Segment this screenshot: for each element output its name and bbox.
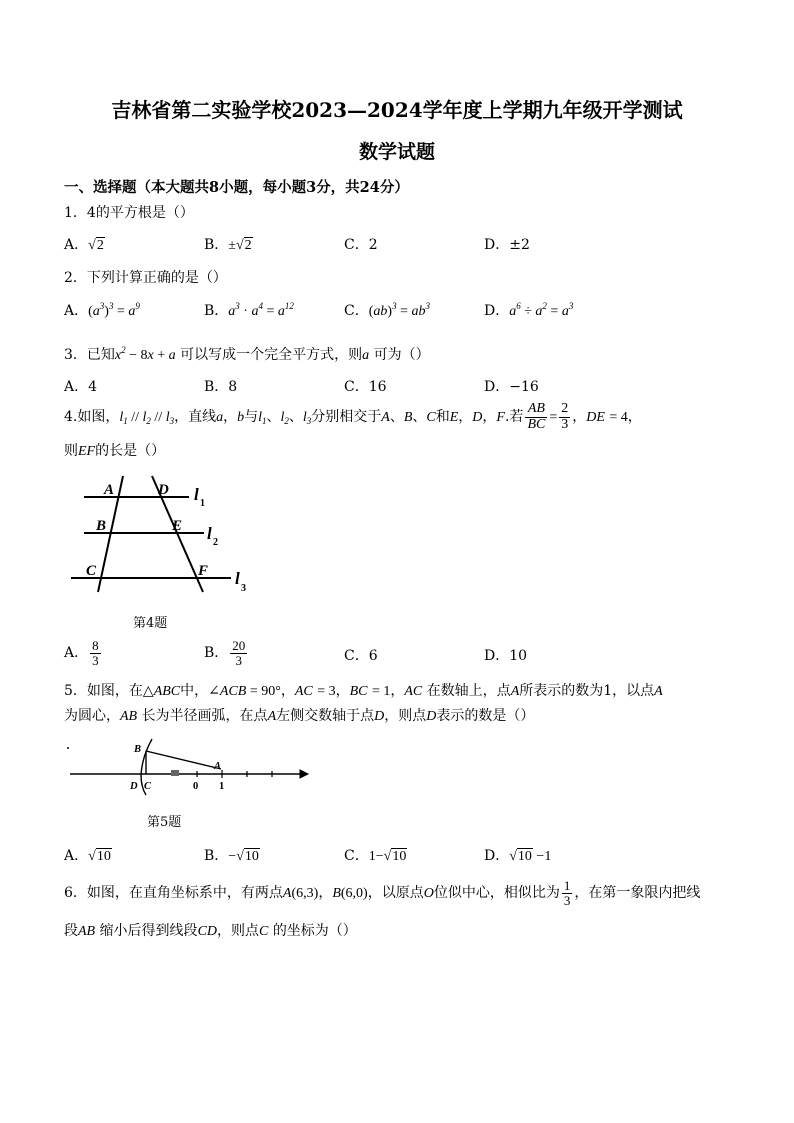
label-l1-sub: 1: [200, 498, 205, 509]
label-D: D: [158, 482, 169, 498]
label-zero: 0: [193, 781, 199, 792]
q1-option-c: C．2: [344, 237, 378, 253]
q5-caption: 第5题: [147, 815, 182, 830]
q1-option-d: D．±2: [484, 237, 530, 253]
q2-option-c: C．$(ab)^3 = ab^3$: [344, 301, 430, 319]
q5-option-b: B．−√10: [204, 848, 259, 864]
label-C: C: [86, 563, 97, 579]
label-F: F: [198, 563, 209, 579]
section-heading: 一、选择题（本大题共8小题，每小题3分，共24分）: [64, 179, 409, 196]
label-l1: l: [194, 485, 199, 504]
segment-AB: [146, 751, 221, 769]
number-line-arrow: [300, 770, 308, 778]
q4-stem: 4.如图，$l_1 // l_2 // l_3$，直线a，b与$l_1$、$l_2$、$l_3$分别相交于A、B、C和E，D，F.若 $\frac{AB}{BC}$ = $\frac{2}{3}$ ，DE = 4，: [64, 400, 642, 432]
q5-figure: [62, 735, 312, 797]
q4-caption: 第4题: [133, 616, 168, 631]
q5-stem-line2: 为圆心，AB 长为半径画弧，在点A左侧交数轴于点D，则点D表示的数是（）: [64, 708, 535, 724]
q3-option-d: D．−16: [484, 379, 539, 395]
q1-stem: 1．4的平方根是（）: [64, 205, 194, 221]
q3-stem: 3．已知$x^2 - 8x + a$ 可以写成一个完全平方式，则a 可为（）: [64, 345, 430, 363]
q4-option-b: B． $\frac{20}{3}$: [204, 637, 246, 668]
exam-title: 吉林省第二实验学校2023—2024学年度上学期九年级开学测试: [111, 98, 683, 122]
q4-option-d: D．10: [484, 648, 528, 664]
label-l2-sub: 2: [213, 537, 218, 548]
q5-option-c: C．1−√10: [344, 848, 407, 864]
q4-option-a: A． $\frac{8}{3}$: [64, 637, 99, 668]
q4-figure: [66, 470, 256, 602]
label-A: A: [104, 482, 115, 498]
label-l3: l: [235, 569, 240, 588]
q3-option-a: A．4: [64, 379, 98, 395]
q1-option-a: A．√2: [64, 237, 104, 253]
q4-stem-line2: 则EF的长是（）: [64, 443, 166, 459]
label-E: E: [172, 518, 183, 534]
label-B: B: [134, 744, 142, 755]
number-line-mark: [171, 770, 179, 776]
label-C: C: [144, 781, 152, 792]
label-l2: l: [207, 524, 212, 543]
q5-stem: 5．如图，在△ABC中，∠ACB = 90°，AC = 3，BC = 1，AC 在数轴上，点A所表示的数为1，以点A: [64, 683, 663, 699]
label-one: 1: [219, 781, 225, 792]
label-D: D: [130, 781, 138, 792]
q5-option-d: D．√10 −1: [484, 848, 552, 864]
q2-option-b: B．$a^3 \cdot a^4 = a^{12}$: [204, 301, 294, 319]
q6-stem-line2: 段AB 缩小后得到线段CD，则点C 的坐标为（）: [64, 923, 357, 939]
q2-option-a: A．$(a^3)^3 = a^9$: [64, 301, 140, 319]
q4-option-c: C．6: [344, 648, 378, 664]
label-B: B: [96, 518, 107, 534]
q2-option-d: D．$a^6 \div a^2 = a^3$: [484, 301, 574, 319]
q6-stem: 6．如图，在直角坐标系中，有两点A(6,3)，B(6,0)，以原点O位似中心，相似比为 $\frac{1}{3}$ ，在第一象限内把线: [64, 877, 701, 908]
q3-option-c: C．16: [344, 379, 387, 395]
q5-option-a: A．√10: [64, 848, 111, 864]
label-A: A: [214, 761, 222, 772]
label-l3-sub: 3: [241, 583, 246, 594]
q1-option-b: B．±√2: [204, 237, 252, 253]
q2-stem: 2．下列计算正确的是（）: [64, 270, 227, 286]
q3-option-b: B．8: [204, 379, 238, 395]
exam-subtitle: 数学试题: [358, 141, 435, 163]
